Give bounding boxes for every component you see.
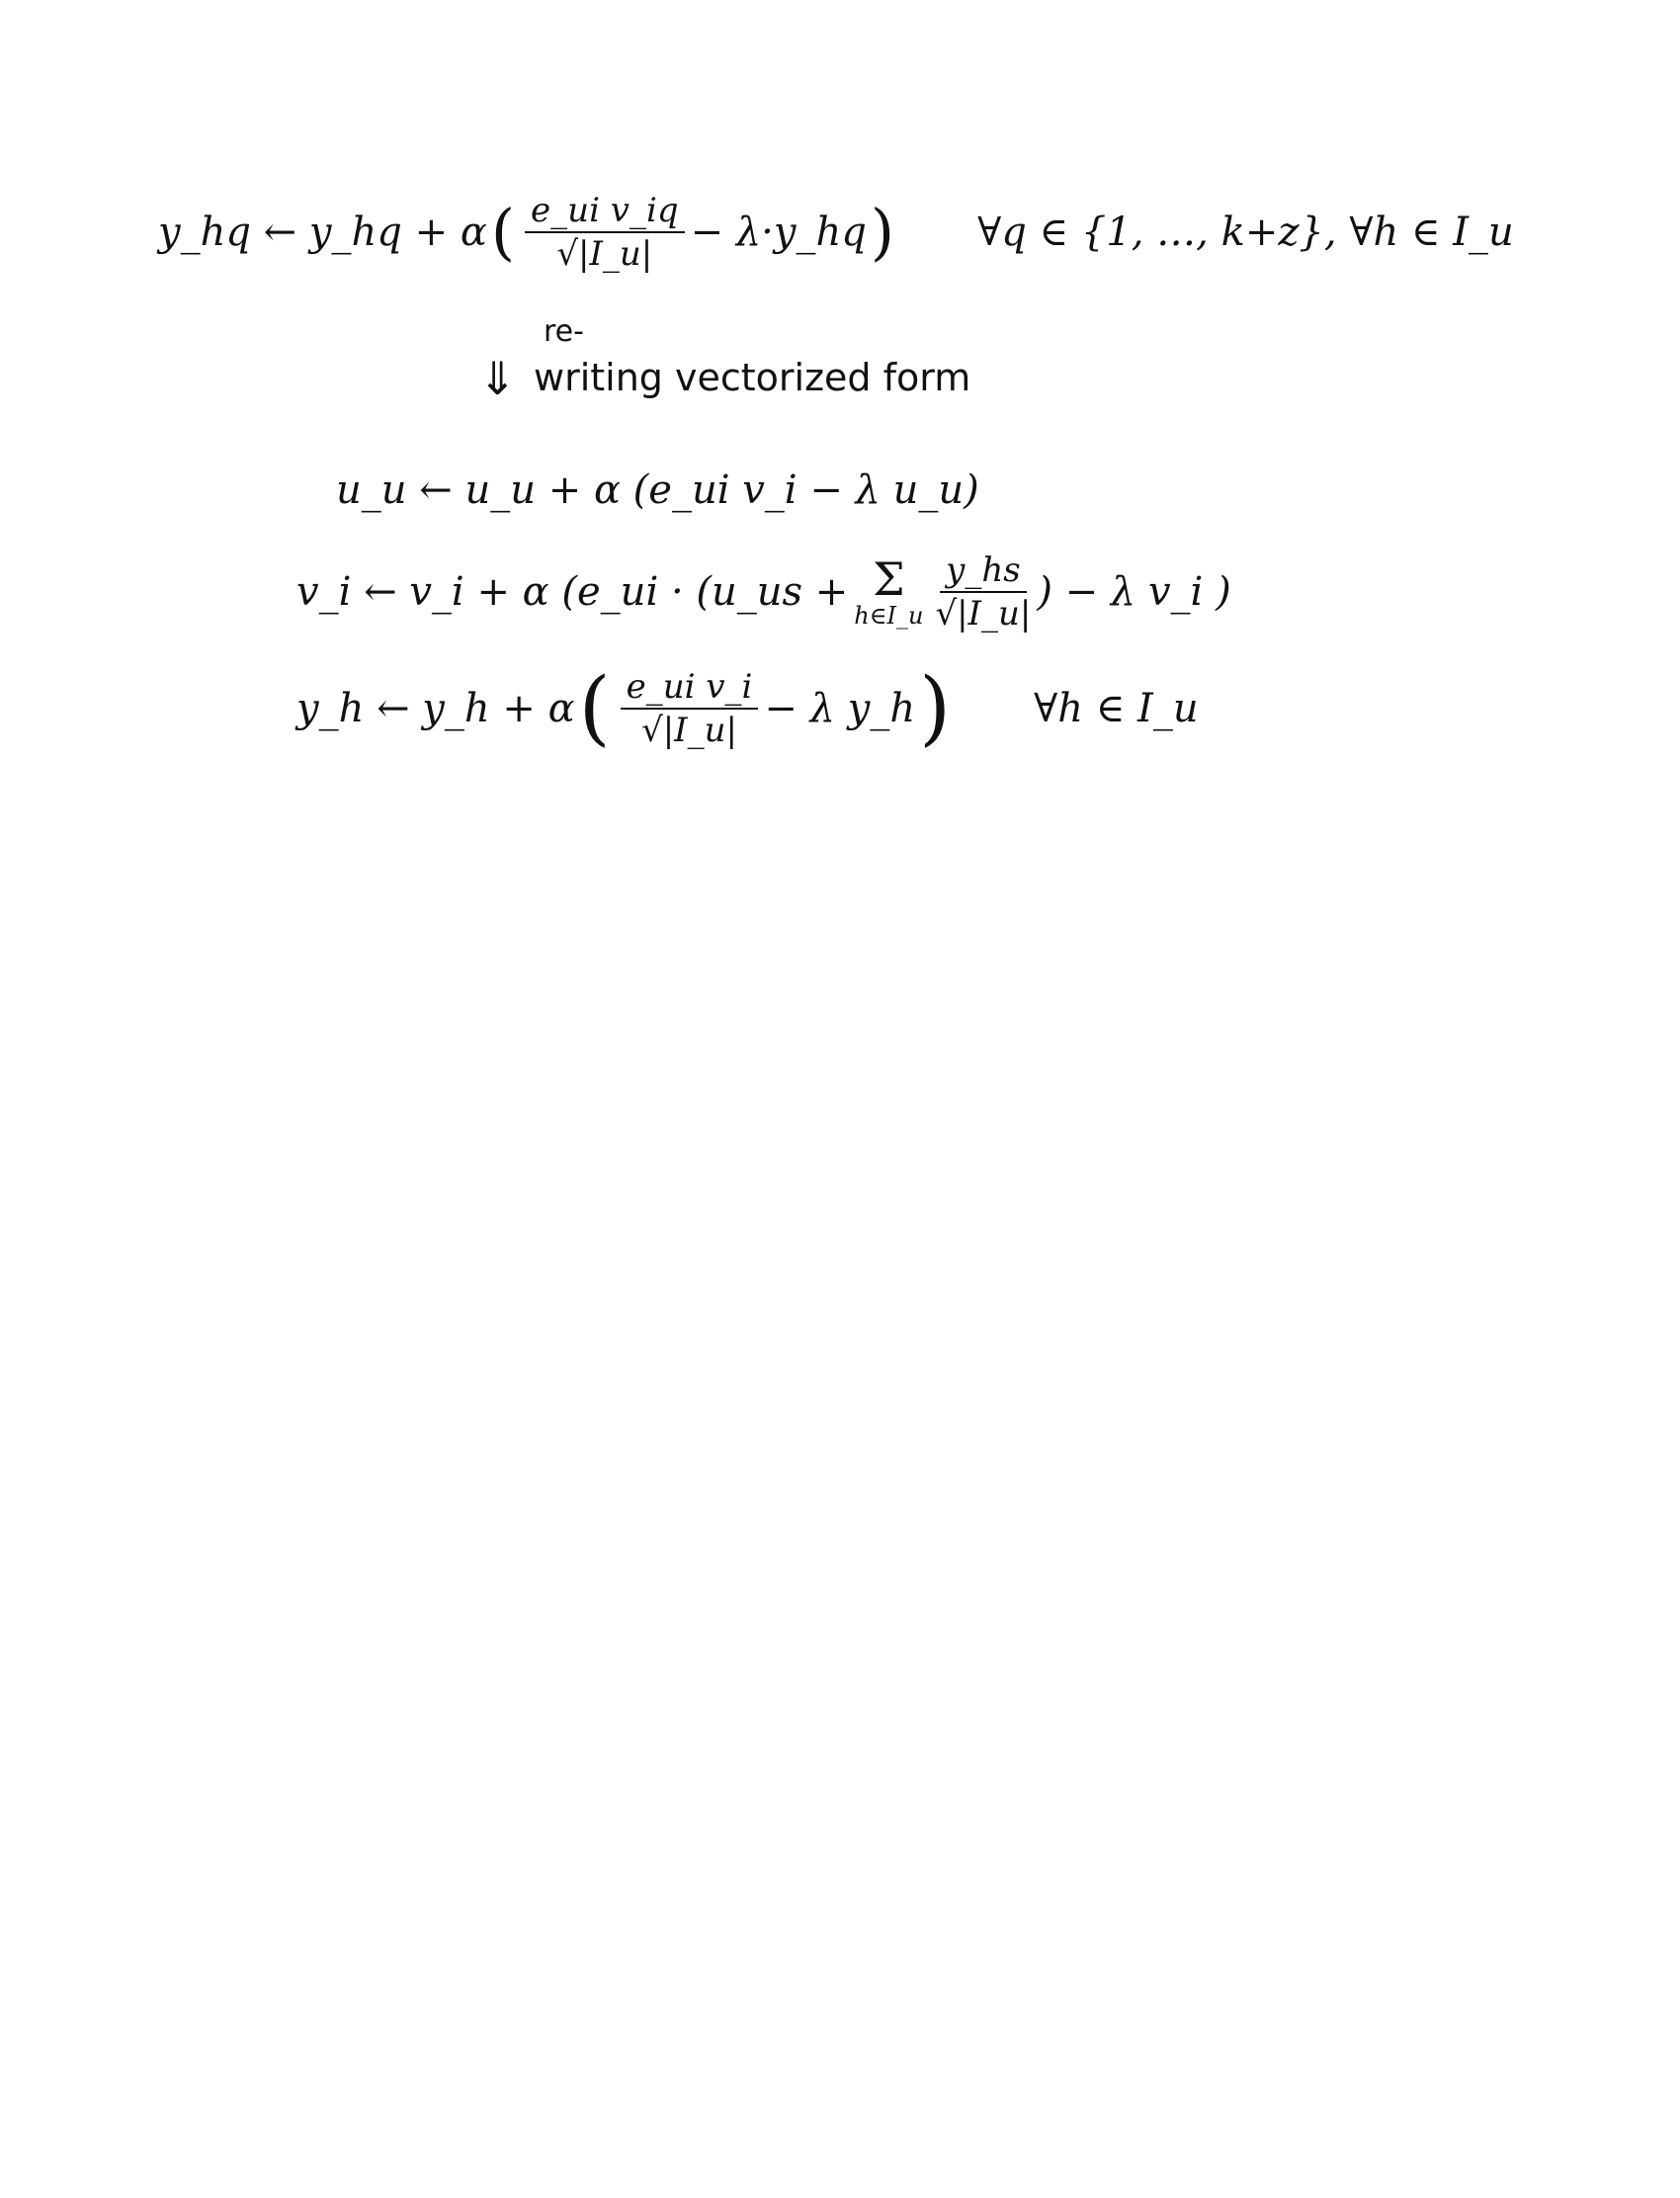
fraction-1-numerator: e_ui v_iq [525, 194, 685, 233]
note-superscript: re- [544, 314, 584, 349]
fraction-4-denominator: √|I_u| [641, 711, 737, 750]
equation-4-tail: − λ y_h [764, 686, 916, 731]
equation-line-1 [158, 191, 1514, 274]
equation-line-4 [296, 661, 1199, 755]
fraction-3-denominator: √|I_u| [935, 594, 1032, 634]
equation-3-tail: ) − λ v_i ) [1037, 569, 1231, 615]
equation-4-lhs: y_h ← y_h + α [296, 686, 575, 731]
note-text: writing vectorized form [534, 356, 971, 399]
equation-1-tail: − λ·y_hq [690, 210, 867, 255]
equation-line-2 [336, 467, 979, 513]
fraction-3 [935, 550, 1032, 634]
open-paren: ( [578, 661, 611, 755]
fraction-1-denominator: √|I_u| [556, 234, 653, 274]
equation-1-lhs: y_hq ← y_hq + α [158, 210, 487, 255]
fraction-4-numerator: e_ui v_i [621, 670, 759, 710]
equation-2-text: u_u ← u_u + α (e_ui v_i − λ u_u) [336, 467, 979, 513]
equation-3-lhs: v_i ← v_i + α (e_ui · (u_us + [296, 569, 849, 615]
sigma-subscript: h∈I_u [854, 602, 924, 630]
summation [854, 552, 924, 630]
close-paren: ) [870, 196, 895, 268]
fraction-3-numerator: y_hs [940, 553, 1027, 593]
equation-4-quantifier: ∀h ∈ I_u [1034, 686, 1199, 731]
equation-1-quantifier: ∀q ∈ {1, …, k+z}, ∀h ∈ I_u [977, 210, 1514, 255]
fraction-1 [525, 191, 685, 274]
down-arrow-icon: ⇓ [478, 352, 517, 405]
equation-line-3 [296, 550, 1231, 634]
sigma-symbol: Σ [873, 552, 905, 606]
fraction-4 [621, 667, 759, 750]
close-paren: ) [919, 661, 952, 755]
open-paren: ( [490, 196, 516, 268]
